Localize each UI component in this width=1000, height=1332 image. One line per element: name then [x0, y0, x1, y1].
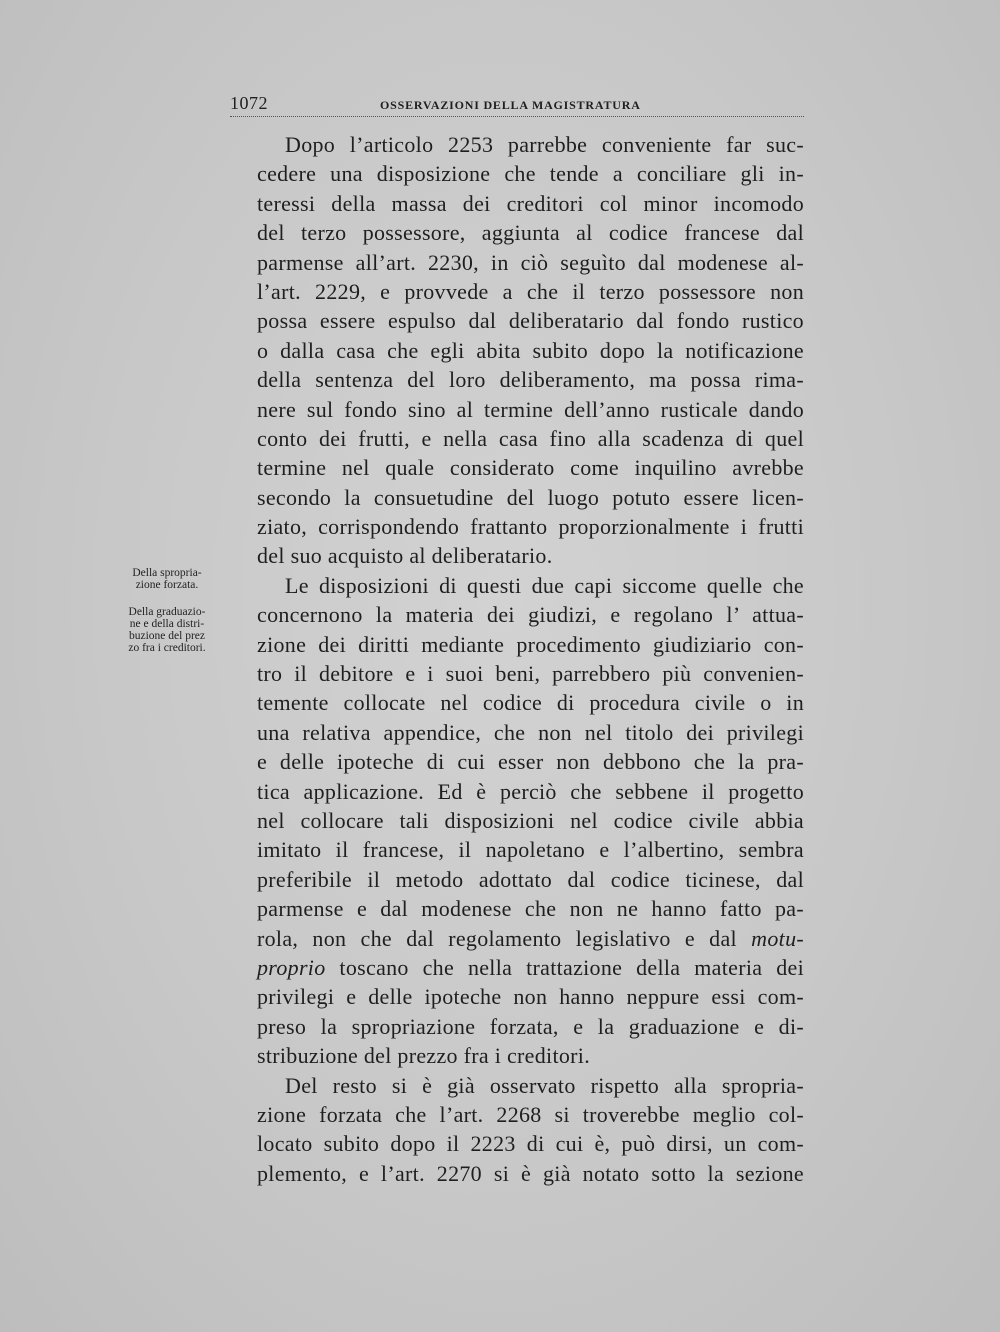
text-line: tro il debitore e i suoi beni, parrebbero più convenien-	[257, 661, 804, 687]
text-line: possa essere espulso dal deliberatario dal fondo rustico	[257, 308, 804, 334]
text-span: rola, non che dal regolamento legislativo e dal	[257, 925, 752, 951]
text-line: zione forzata che l’art. 2268 si troverebbe meglio col-	[257, 1101, 804, 1127]
margin-note-line: buzione del prez	[129, 630, 205, 642]
text-line: concernono la materia dei giudizi, e regolano l’ attua-	[257, 602, 804, 628]
running-head: OSSERVAZIONI DELLA MAGISTRATURA	[380, 98, 641, 112]
text-line: Dopo l’articolo 2253 parrebbe conveniente far suc-	[285, 132, 804, 157]
text-line: tica applicazione. Ed è perciò che sebbene il progetto	[257, 778, 804, 804]
paragraph-1	[229, 130, 804, 571]
text-line: preferibile il metodo adottato dal codice ticinese, dal	[257, 866, 804, 892]
paragraph-2	[229, 571, 804, 1071]
margin-note-line: zione forzata.	[135, 579, 199, 591]
text-line: parmense all’art. 2230, in ciò seguìto dal modenese al-	[257, 249, 804, 275]
text-line: Le disposizioni di questi due capi siccome quelle che	[285, 572, 804, 598]
body-text	[229, 130, 804, 1188]
text-line: temente collocate nel codice di procedura civile o in	[257, 690, 804, 716]
margin-note-line: ne e della distri-	[129, 618, 205, 630]
margin-note-spropriazione	[112, 567, 222, 591]
text-line: una relativa appendice, che non nel titolo dei privilegi	[257, 719, 804, 745]
text-line: della sentenza del loro deliberamento, ma possa rima-	[257, 367, 804, 393]
text-line: imitato il francese, il napoletano e l’albertino, sembra	[257, 837, 804, 863]
text-line: l’art. 2229, e provvede a che il terzo possessore non	[257, 278, 804, 304]
text-line	[229, 924, 804, 953]
text-line: nel collocare tali disposizioni nel codice civile abbia	[257, 807, 804, 833]
text-line: ziato, corrispondendo frattanto proporzionalmente i frutti	[257, 514, 804, 540]
text-line: e delle ipoteche di cui esser non debbono che la pra-	[257, 749, 804, 775]
text-line: stribuzione del prezzo fra i creditori.	[257, 1043, 590, 1069]
italic-text: proprio	[257, 954, 326, 980]
page-header	[230, 92, 804, 117]
margin-note-graduazione	[112, 606, 222, 654]
text-line: cedere una disposizione che tende a conciliare gli in-	[257, 161, 804, 187]
text-line: termine nel quale considerato come inquilino avrebbe	[257, 455, 804, 481]
paragraph-3	[229, 1071, 804, 1189]
text-line: nere sul fondo sino al termine dell’anno rusticale dando	[257, 396, 804, 422]
text-line	[229, 953, 804, 982]
italic-text: motu-	[751, 925, 804, 951]
text-line: del suo acquisto al deliberatario.	[257, 543, 553, 569]
text-line: conto dei frutti, e nella casa fino alla scadenza di quel	[257, 425, 804, 451]
text-line: locato subito dopo il 2223 di cui è, può dirsi, un com-	[257, 1131, 804, 1157]
text-line: zione dei diritti mediante procedimento giudiziario con-	[257, 631, 804, 657]
text-span: toscano che nella trattazione della materia dei	[325, 954, 804, 980]
margin-note-line: Della spropria-	[132, 567, 202, 579]
text-line: preso la spropriazione forzata, e la graduazione e di-	[257, 1013, 804, 1039]
margin-note-line: zo fra i creditori.	[128, 642, 206, 654]
margin-note-line: Della graduazio-	[128, 606, 206, 618]
text-line: secondo la consuetudine del luogo potuto essere licen-	[257, 484, 804, 510]
text-line: parmense e dal modenese che non ne hanno fatto pa-	[257, 896, 804, 922]
text-line: plemento, e l’art. 2270 si è già notato sotto la sezione	[257, 1160, 804, 1186]
text-line: privilegi e delle ipoteche non hanno neppure essi com-	[257, 984, 804, 1010]
text-line: Del resto si è già osservato rispetto alla spropria-	[285, 1072, 804, 1098]
text-line: o dalla casa che egli abita subito dopo la notificazione	[257, 337, 804, 363]
page-number: 1072	[230, 93, 268, 113]
text-line: del terzo possessore, aggiunta al codice francese dal	[257, 220, 804, 246]
text-line: teressi della massa dei creditori col minor incomodo	[257, 190, 804, 216]
